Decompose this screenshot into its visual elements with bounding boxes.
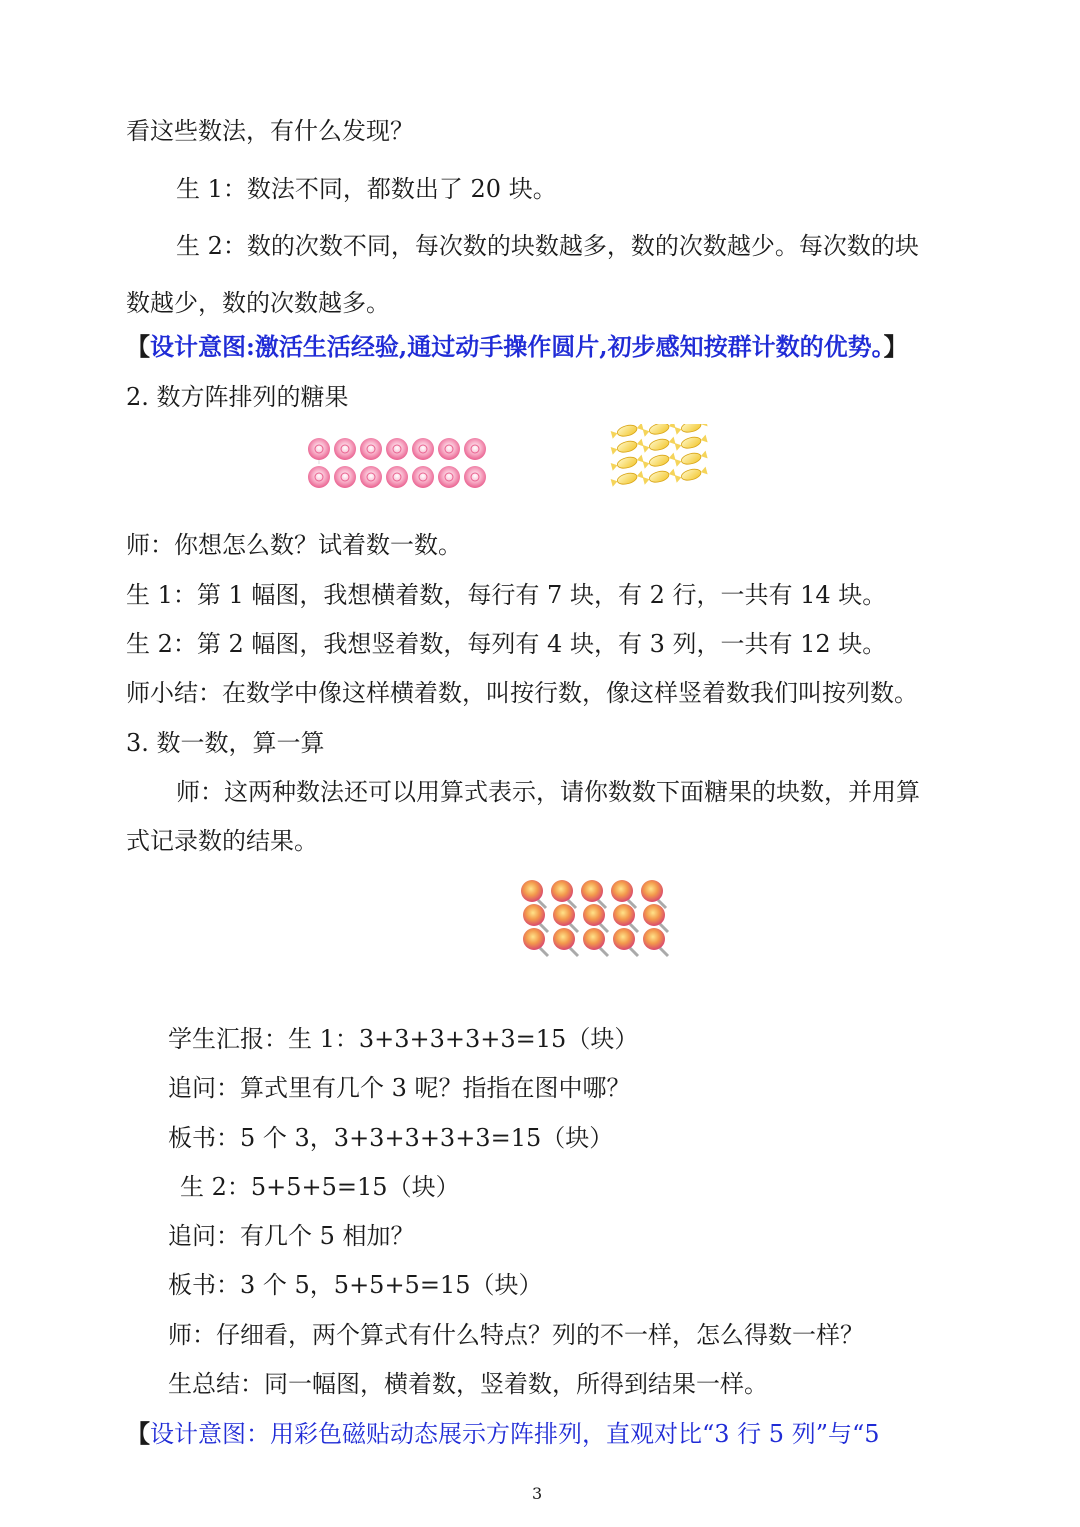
candy-icon	[610, 438, 643, 456]
dialogue-line: 师：这两种数法还可以用算式表示，请你数数下面糖果的块数，并用算	[176, 778, 920, 806]
candy-icon	[674, 466, 707, 484]
dialogue-line: 追问：有几个 5 相加？	[168, 1222, 415, 1250]
dialogue-line: 生 1：第 1 幅图，我想横着数，每行有 7 块，有 2 行，一共有 14 块。	[126, 581, 887, 609]
section-heading: 2. 数方阵排列的糖果	[126, 383, 349, 411]
lollipop-icon	[386, 466, 408, 488]
lollipop-icon	[641, 880, 666, 908]
lollipop-icon	[611, 880, 636, 908]
candies-image-2	[606, 424, 716, 494]
paragraph: 生 1：数法不同，都数出了 20 块。	[176, 175, 557, 203]
intent-text: 设计意图：用彩色磁贴动态展示方阵排列，直观对比“3 行 5 列”与“5	[150, 1420, 880, 1448]
paragraph: 数越少，数的次数越多。	[126, 289, 390, 317]
candy-icon	[642, 468, 675, 486]
candy-icon	[610, 424, 643, 440]
candy-icon	[610, 470, 643, 488]
candy-icon	[674, 424, 707, 436]
lollipop-icon	[438, 466, 460, 488]
dialogue-line: 板书：5 个 3，3+3+3+3+3=15（块）	[168, 1124, 614, 1152]
intent-text: 激活生活经验,通过动手操作圆片,初步感知按群计数的优势。	[254, 332, 884, 361]
lollipop-icon	[412, 466, 434, 488]
paragraph: 生 2：数的次数不同，每次数的块数越多，数的次数越少。每次数的块	[176, 232, 919, 260]
paragraph: 看这些数法，有什么发现？	[126, 117, 414, 145]
bracket-open: 【	[126, 332, 150, 361]
lollipop-icon	[521, 880, 546, 908]
dialogue-line: 师：仔细看，两个算式有什么特点？列的不一样，怎么得数一样？	[168, 1321, 864, 1349]
bracket-close: 】	[883, 332, 908, 361]
dialogue-line: 师：你想怎么数？试着数一数。	[126, 531, 462, 559]
intent-label: 设计意图:	[150, 332, 255, 361]
dialogue-line: 生 2：5+5+5=15（块）	[180, 1173, 460, 1201]
dialogue-line: 追问：算式里有几个 3 呢？指指在图中哪？	[168, 1074, 631, 1102]
lollipop-icon	[308, 438, 330, 464]
lollipop-icon	[360, 466, 382, 488]
candy-icon	[642, 436, 675, 454]
candy-icon	[642, 452, 675, 470]
lollipop-icon	[553, 928, 578, 956]
lollipop-icon	[334, 466, 356, 488]
section-heading: 3. 数一数，算一算	[126, 729, 325, 757]
lollipop-icon	[523, 928, 548, 956]
lollipop-icon	[308, 466, 330, 488]
dialogue-line: 生总结：同一幅图，横着数，竖着数，所得到结果一样。	[168, 1370, 768, 1398]
lollipop-icon	[464, 438, 486, 460]
page-number: 3	[532, 1484, 543, 1503]
lollipops-image-3	[518, 878, 672, 964]
lollipop-icon	[613, 928, 638, 956]
lollipop-icon	[551, 880, 576, 908]
bracket-open: 【	[126, 1419, 150, 1448]
lollipop-icon	[360, 438, 382, 460]
lollipop-icon	[438, 438, 460, 460]
dialogue-line: 生 2：第 2 幅图，我想竖着数，每列有 4 块，有 3 列，一共有 12 块。	[126, 630, 887, 658]
lollipop-icon	[581, 880, 606, 908]
candy-icon	[610, 454, 643, 472]
dialogue-line: 学生汇报：生 1：3+3+3+3+3=15（块）	[168, 1025, 639, 1053]
candy-icon	[674, 434, 707, 452]
lollipops-image-1	[306, 436, 488, 492]
design-intent-2	[126, 1417, 880, 1451]
lollipop-icon	[583, 928, 608, 956]
lollipop-icon	[412, 438, 434, 460]
lollipop-icon	[334, 438, 356, 460]
dialogue-line: 师小结：在数学中像这样横着数，叫按行数，像这样竖着数我们叫按列数。	[126, 679, 918, 707]
dialogue-line: 式记录数的结果。	[126, 827, 318, 855]
lollipop-icon	[386, 438, 408, 460]
candy-icon	[642, 424, 675, 438]
dialogue-line: 板书：3 个 5，5+5+5=15（块）	[168, 1271, 543, 1299]
candy-icon	[674, 450, 707, 468]
lollipop-icon	[464, 466, 486, 488]
design-intent-1	[126, 330, 908, 364]
lollipop-icon	[643, 928, 668, 956]
